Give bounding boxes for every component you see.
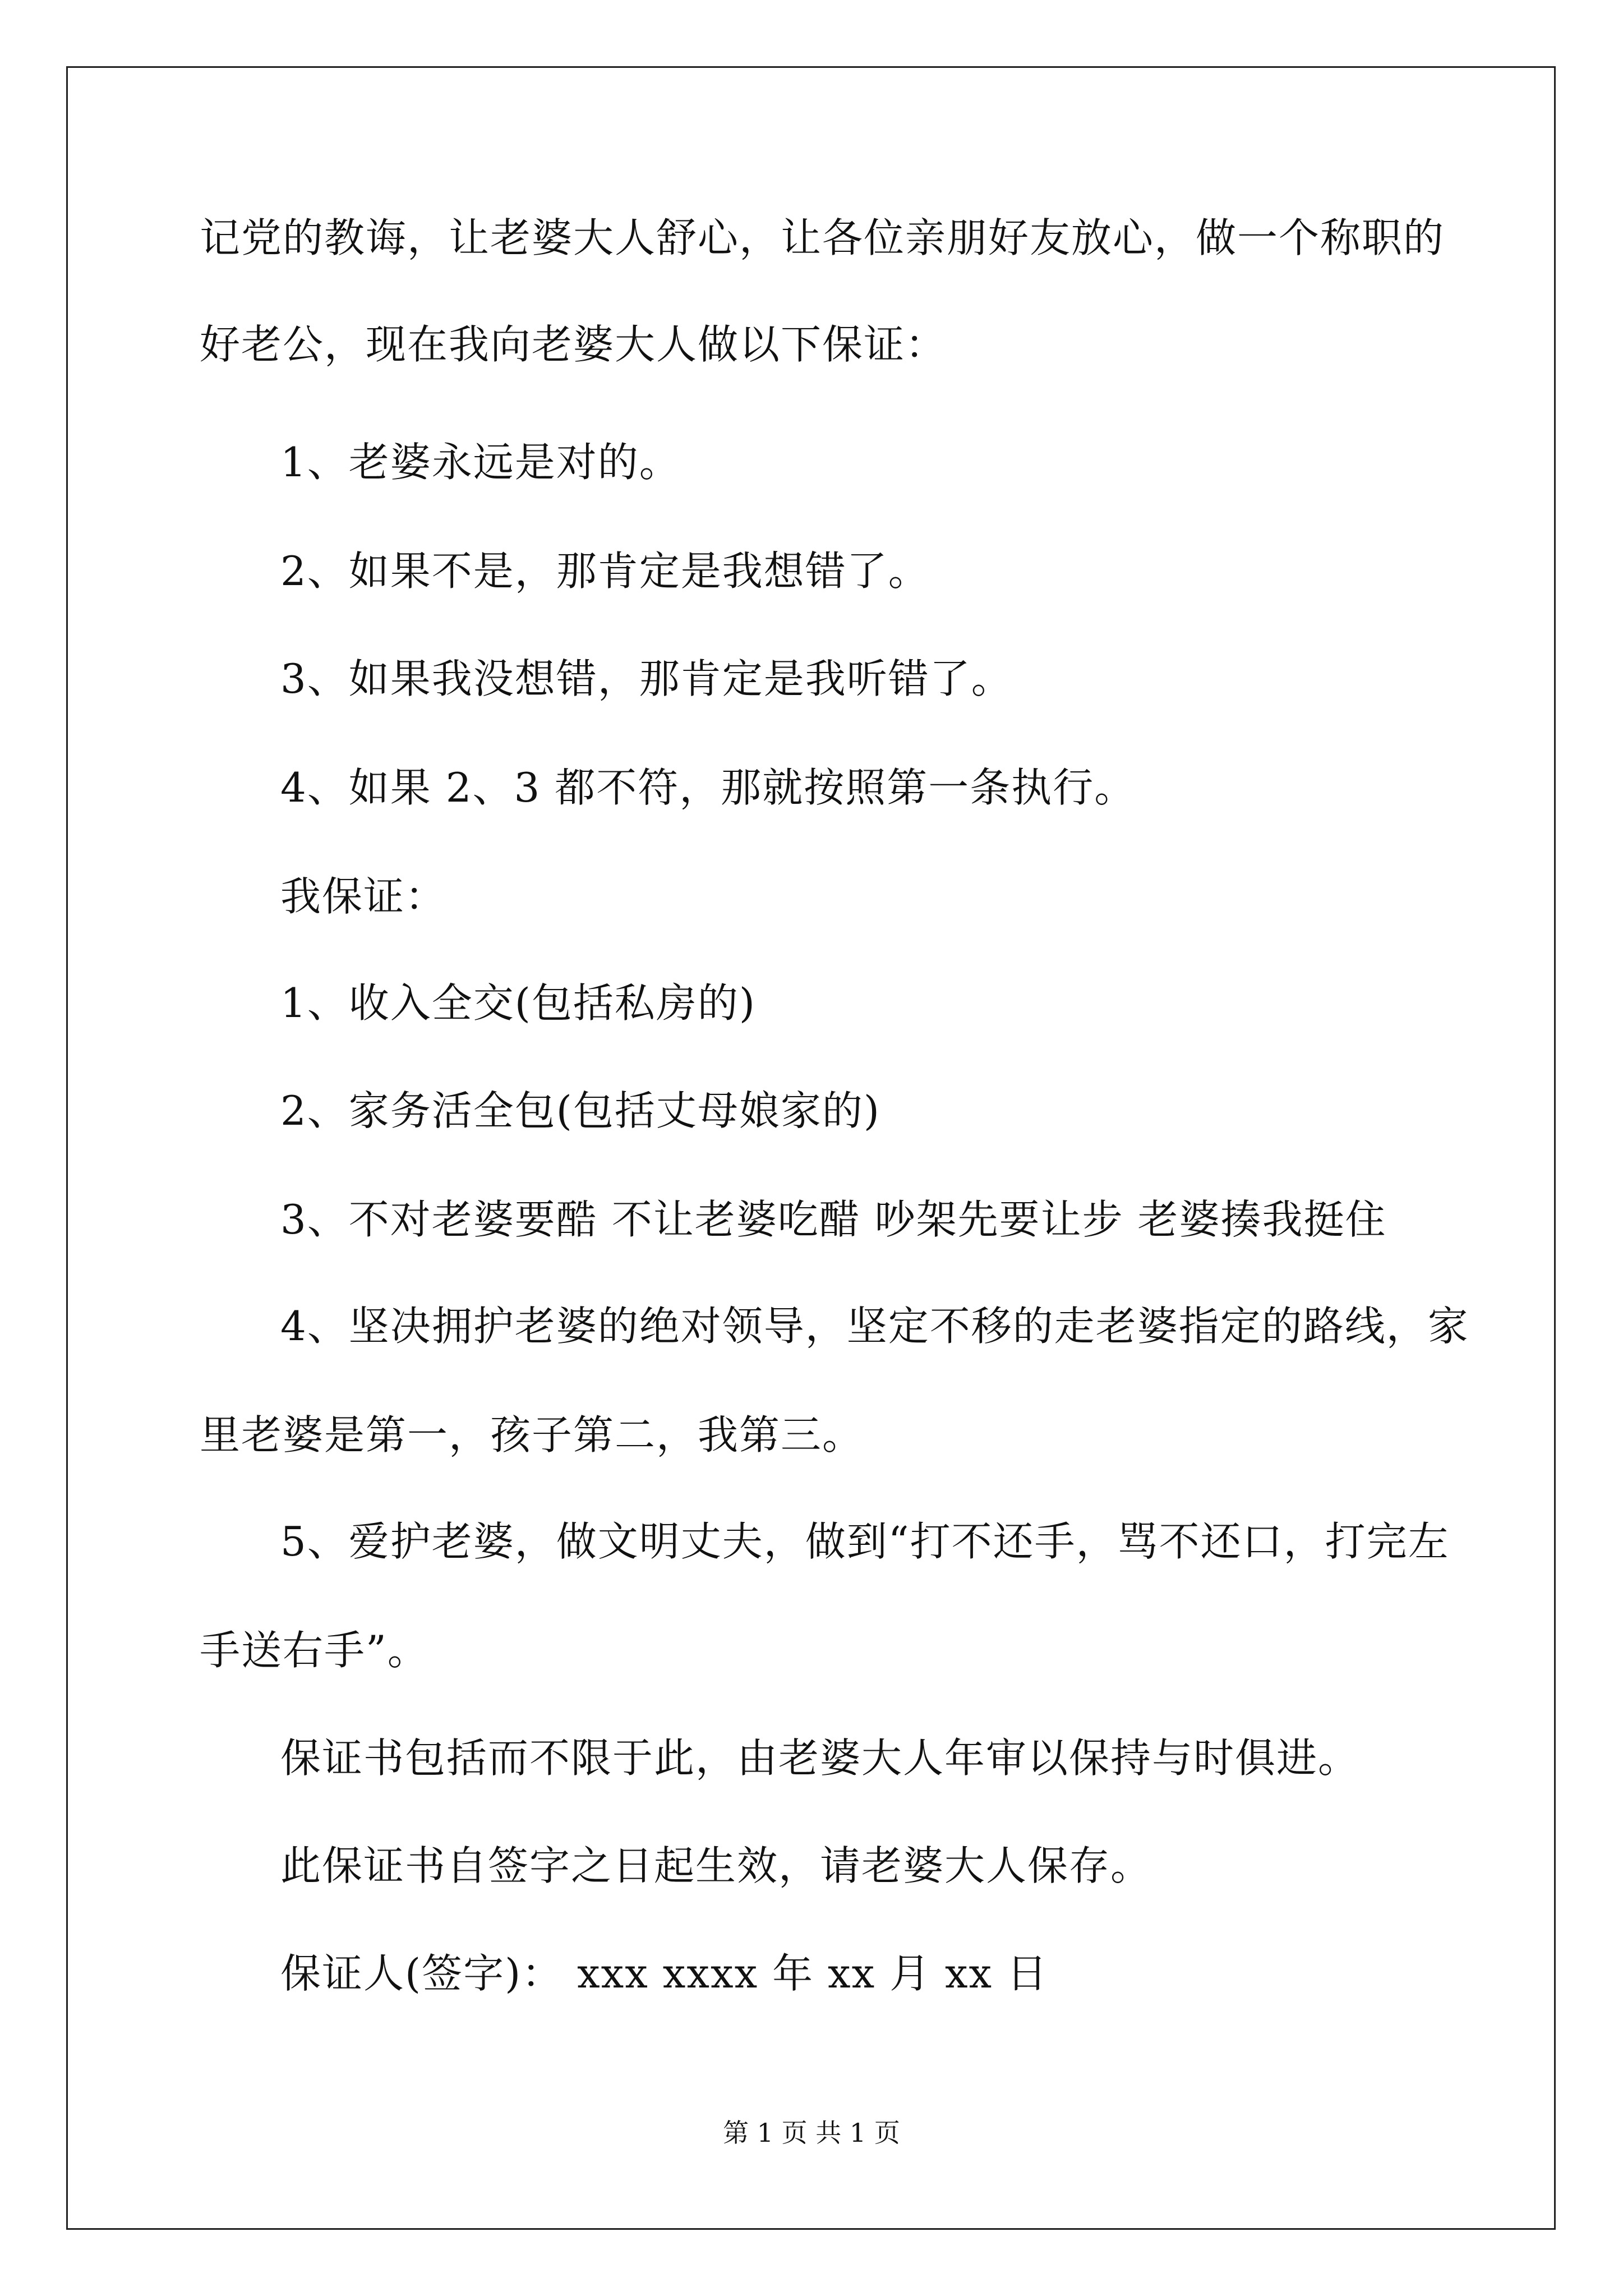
rule-item-2: 2、如果不是，那肯定是我想错了。 [280, 547, 930, 595]
pledge-item-2: 2、家务活全包(包括丈母娘家的) [280, 1087, 880, 1134]
rule-item-1: 1、老婆永远是对的。 [280, 439, 681, 486]
effective-statement: 此保证书自签字之日起生效，请老婆大人保存。 [280, 1842, 1152, 1889]
pledge-item-5-line-1: 5、爱护老婆，做文明丈夫，做到“打不还手，骂不还口，打完左 [280, 1518, 1450, 1565]
signature-line: 保证人(签字)： xxx xxxx 年 xx 月 xx 日 [280, 1950, 1049, 1997]
page-frame [66, 66, 1556, 2230]
pledge-heading: 我保证： [280, 873, 447, 920]
rule-item-3: 3、如果我没想错，那肯定是我听错了。 [280, 655, 1013, 702]
page-number: 第 1 页 共 1 页 [723, 2118, 900, 2148]
pledge-item-5-line-2: 手送右手”。 [200, 1627, 429, 1674]
paragraph-intro-line-2: 好老公，现在我向老婆大人做以下保证： [200, 321, 947, 368]
pledge-item-1: 1、收入全交(包括私房的) [280, 979, 756, 1027]
pledge-item-3: 3、不对老婆要酷 不让老婆吃醋 吵架先要让步 老婆揍我挺住 [280, 1196, 1387, 1243]
rule-item-4: 4、如果 2、3 都不符，那就按照第一条执行。 [280, 764, 1136, 811]
pledge-item-4-line-2: 里老婆是第一，孩子第二，我第三。 [200, 1411, 864, 1458]
pledge-item-4-line-1: 4、坚决拥护老婆的绝对领导，坚定不移的走老婆指定的路线，家 [280, 1303, 1469, 1350]
scope-statement: 保证书包括而不限于此，由老婆大人年审以保持与时俱进。 [280, 1734, 1360, 1782]
paragraph-intro-line-1: 记党的教诲，让老婆大人舒心，让各位亲朋好友放心，做一个称职的 [200, 214, 1445, 261]
